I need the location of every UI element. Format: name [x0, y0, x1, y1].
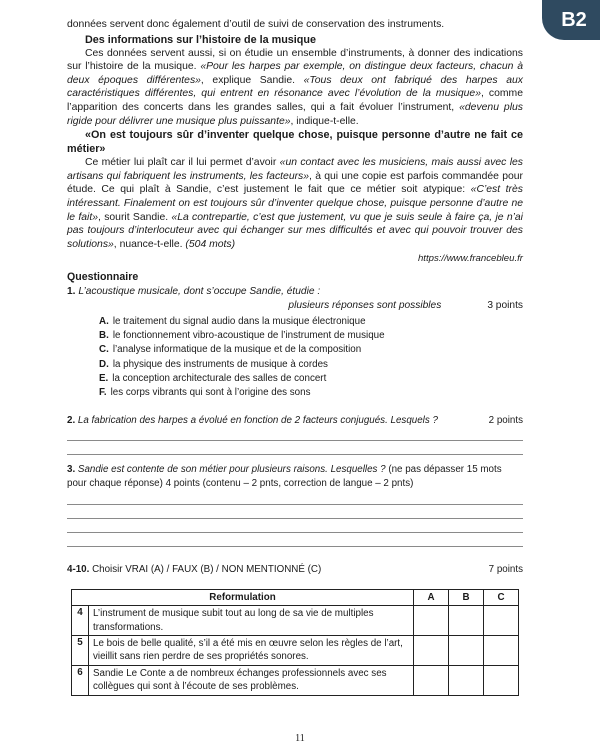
header-reformulation: Reformulation — [72, 590, 414, 606]
header-c: C — [484, 590, 519, 606]
answer-cell-a[interactable] — [414, 606, 449, 636]
answer-cell-a[interactable] — [414, 635, 449, 665]
option-b[interactable]: B. le fonctionnement vibro-acoustique de l’instrument de musique — [99, 330, 385, 342]
option-a[interactable]: A. le traitement du signal audio dans la musique électronique — [99, 315, 366, 327]
question-1-points: 3 points — [487, 299, 523, 311]
row-statement: Le bois de belle qualité, s’il a été mis en œuvre selon les règles de l’art, vieillit sans rien perdre de ses propriétés sonores. — [89, 635, 414, 665]
row-statement: L’instrument de musique subit tout au long de sa vie de multiples transformations. — [89, 606, 414, 636]
answer-cell-b[interactable] — [449, 665, 484, 695]
row-statement: Sandie Le Conte a de nombreux échanges professionnels avec ses collègues qui sont à l’écoute de ses problèmes. — [89, 665, 414, 695]
level-badge: B2 — [542, 0, 600, 40]
option-d[interactable]: D. la physique des instruments de musique à cordes — [99, 358, 328, 370]
row-number: 5 — [72, 635, 89, 665]
question-2-points: 2 points — [488, 415, 523, 427]
option-f[interactable]: F. les corps vibrants qui sont à l’origine des sons — [99, 386, 311, 398]
answer-cell-c[interactable] — [484, 635, 519, 665]
answer-cell-b[interactable] — [449, 635, 484, 665]
answer-line[interactable] — [67, 505, 523, 519]
answer-line[interactable] — [67, 441, 523, 455]
header-b: B — [449, 590, 484, 606]
table-header-row — [72, 590, 519, 606]
question-1-meta — [67, 299, 523, 313]
question-1: 1. L’acoustique musicale, dont s’occupe Sandie, étudie : — [67, 286, 321, 298]
option-e[interactable]: E. la conception architecturale des salles de concert — [99, 372, 327, 384]
question-4-10-points: 7 points — [488, 564, 523, 576]
question-3: 3. Sandie est contente de son métier pour plusieurs raisons. Lesquelles ? (ne pas dépasser 15 mots pour chaque réponse) 4 points (contenu – 2 pnts, correction de langue – 2 pnts) — [67, 464, 502, 490]
option-c[interactable]: C. l’analyse informatique de la musique et de la composition — [99, 344, 362, 356]
question-1-options — [67, 315, 523, 400]
question-1-note: plusieurs réponses sont possibles — [288, 299, 442, 311]
questionnaire-title: Questionnaire — [67, 271, 139, 284]
answer-line[interactable] — [67, 519, 523, 533]
question-2: 2. La fabrication des harpes a évolué en fonction de 2 facteurs conjugués. Lesquels ? 2 points — [67, 415, 523, 427]
answer-cell-c[interactable] — [484, 665, 519, 695]
table-row — [72, 606, 519, 636]
header-a: A — [414, 590, 449, 606]
section-heading-invent: «On est toujours sûr d’inventer quelque chose, puisque personne d’autre ne fait ce métier» — [67, 129, 523, 156]
answer-cell-b[interactable] — [449, 606, 484, 636]
answer-line[interactable] — [67, 427, 523, 441]
paragraph-history: Ces données servent aussi, si on étudie un ensemble d’instruments, à donner des indications sur l’histoire de la musique. «Pour les harpes par exemple, on distingue deux facteurs, chacun à deux époques différentes», explique Sandie. «Tous deux ont fabriqué des harpes aux caractéristiques différentes, qui entrent en résonance avec l’évolution de la musique», comme l’apparition des concerts dans les grandes salles, qui a fait évoluer l’instrument, «devenu plus rigide pour délivrer une musique plus puissante», indique-t-elle. — [67, 47, 523, 127]
answer-line[interactable] — [67, 533, 523, 547]
question-4-10: 4-10. Choisir VRAI (A) / FAUX (B) / NON MENTIONNÉ (C) 7 points — [67, 564, 523, 576]
answer-cell-c[interactable] — [484, 606, 519, 636]
answer-line[interactable] — [67, 491, 523, 505]
document-page — [67, 18, 523, 696]
table-row — [72, 635, 519, 665]
section-heading-history: Des informations sur l’histoire de la musique — [85, 33, 316, 46]
row-number: 6 — [72, 665, 89, 695]
true-false-table — [71, 589, 519, 695]
source-url: https://www.francebleu.fr — [417, 253, 523, 265]
page-number: 11 — [295, 733, 305, 744]
paragraph-intro: données servent donc également d’outil de suivi de conservation des instruments. — [67, 19, 445, 30]
row-number: 4 — [72, 606, 89, 636]
answer-cell-a[interactable] — [414, 665, 449, 695]
table-row — [72, 665, 519, 695]
paragraph-job: Ce métier lui plaît car il lui permet d’avoir «un contact avec les musiciens, mais aussi avec les artisans qui fabriquent les instruments, les facteurs», à qui une copie est parfois commandée pour étude. Ce qui plaît à Sandie, c’est justement le fait que ce métier soit atypique: «C’est très intéressant. Finalement on est toujours sûr d’inventer quelque chose, puisque personne d’autre ne le fait», sourit Sandie. «La contrepartie, c’est que justement, vu que je suis seule à faire ça, je n’ai pas toujours d’interlocuteur avec qui échanger sur mes difficultés et avec qui pouvoir trouver des solutions», nuance-t-elle. (504 mots) — [67, 157, 523, 250]
